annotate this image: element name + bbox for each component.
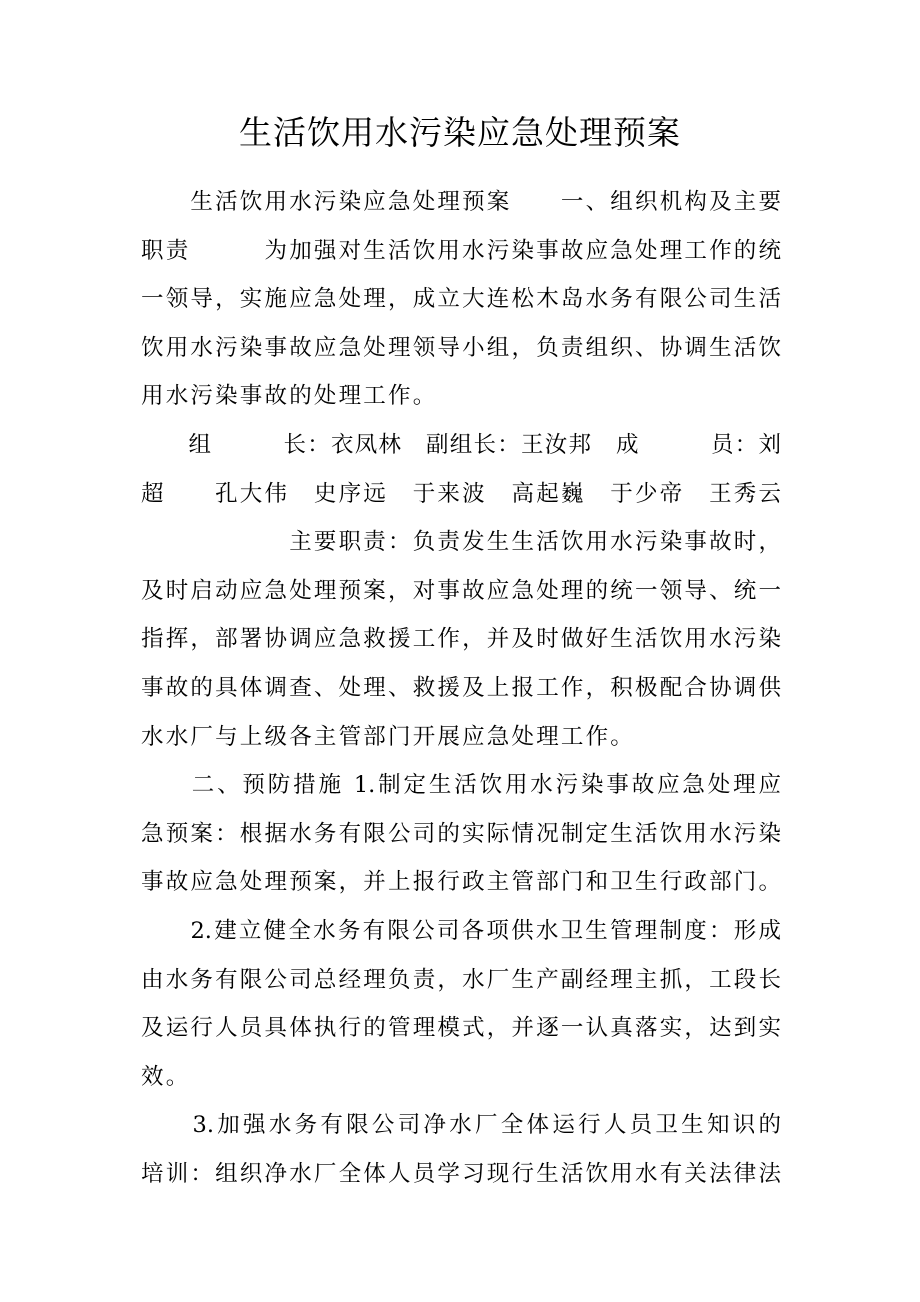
body-line: 超 孔大伟 史序远 于来波 高起巍 于少帝 王秀云: [141, 480, 781, 507]
body-line: 3.加强水务有限公司净水厂全体运行人员卫生知识的: [141, 1112, 781, 1139]
body-line: 及时启动应急处理预案，对事故应急处理的统一领导、统一: [141, 577, 781, 604]
document-title: 生活饮用水污染应急处理预案: [239, 113, 681, 152]
body-line: 生活饮用水污染应急处理预案 一、组织机构及主要: [141, 189, 781, 215]
body-line: 急预案：根据水务有限公司的实际情况制定生活饮用水污染: [141, 820, 781, 847]
body-line: 用水污染事故的处理工作。: [141, 383, 438, 410]
document-body: [141, 178, 781, 1198]
body-line: 事故的具体调查、处理、救援及上报工作，积极配合协调供: [141, 674, 781, 701]
body-line: 指挥，部署协调应急救援工作，并及时做好生活饮用水污染: [141, 626, 781, 653]
body-line: 二、预防措施 1.制定生活饮用水污染事故应急处理应: [141, 772, 781, 799]
body-line: 职责 为加强对生活饮用水污染事故应急处理工作的统: [141, 237, 781, 264]
body-line: 及运行人员具体执行的管理模式，并逐一认真落实，达到实: [141, 1015, 781, 1042]
body-line: 一领导，实施应急处理，成立大连松木岛水务有限公司生活: [141, 286, 781, 313]
body-line: 2.建立健全水务有限公司各项供水卫生管理制度：形成: [141, 917, 781, 944]
body-line: 饮用水污染事故应急处理领导小组，负责组织、协调生活饮: [141, 334, 781, 361]
body-line: 由水务有限公司总经理负责，水厂生产副经理主抓，工段长: [141, 966, 781, 993]
body-line: 培训：组织净水厂全体人员学习现行生活饮用水有关法律法: [141, 1160, 781, 1187]
body-line: 事故应急处理预案，并上报行政主管部门和卫生行政部门。: [141, 869, 781, 896]
body-line: 主要职责：负责发生生活饮用水污染事故时，: [141, 529, 781, 556]
body-line: 效。: [141, 1063, 191, 1090]
body-line: 组 长：衣凤林 副组长：王汝邦 成 员：刘: [141, 431, 781, 458]
body-line: 水水厂与上级各主管部门开展应急处理工作。: [141, 723, 636, 750]
